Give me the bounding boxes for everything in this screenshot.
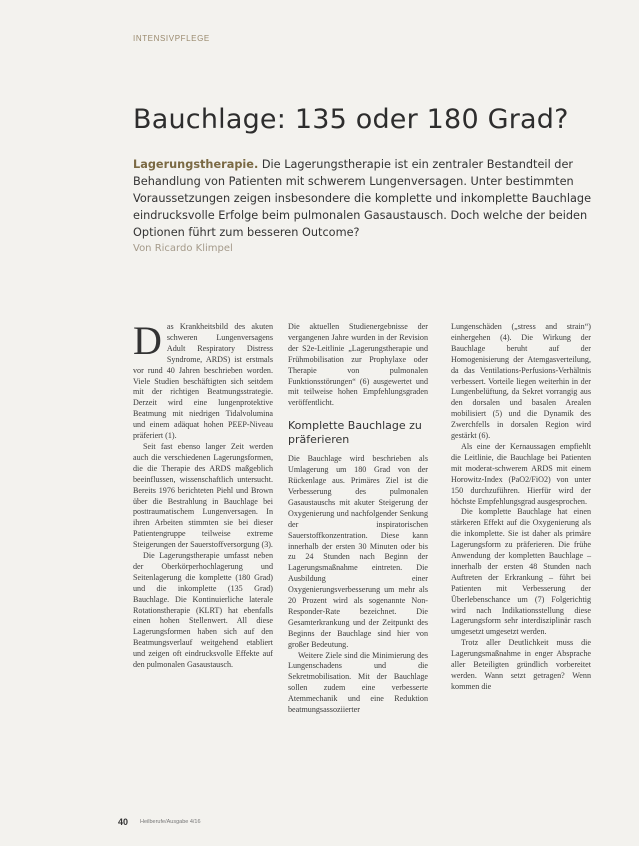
page-number: 40	[118, 817, 129, 827]
drop-cap: D	[133, 318, 162, 363]
column-1	[133, 318, 273, 671]
article-title: Bauchlage: 135 oder 180 Grad?	[133, 104, 569, 135]
subheading: Komplette Bauchlage zu präferieren	[288, 419, 422, 447]
col3-paragraph-1: Lungenschäden („stress and strain“) einhergehen (4). Die Wirkung der Bauchlage beruht auf der Homogenisierung der Atemgasverteilung, da das Ventilations-Perfusions-Verhältnis verbessert. Vorteile liegen weiterhin in der Lungenbelüftung, da Sekret vorrangig aus den dorsalen und basalen Arealen mobilisiert (5) und die Dynamik des Zwerchfells in dorsalen Region wird gestärkt (6).	[451, 322, 591, 441]
article-lead	[133, 156, 603, 241]
byline: Von Ricardo Klimpel	[133, 243, 233, 254]
col1-paragraph-3: Die Lagerungstherapie umfasst neben der Oberkörperhochlagerung und Seitenlagerung die komplette (180 Grad) und die inkomplette (135 Grad) Bauchlage. Die Kontinuierliche laterale Rotationstherapie (KLRT) hat ebenfalls einen hohen Stellenwert. All diese Lagerungsformen haben sich auf den Beatmungsverlauf weitgehend etabliert und zeigen oft eindrucksvolle Effekte auf den pulmonalen Gasaustausch.	[133, 551, 273, 670]
lead-text: Die Lagerungstherapie ist ein zentraler Bestandteil der Behandlung von Patienten mit schwerem Lungenversagen. Unter bestimmten Voraussetzungen zeigen insbesondere die komplette und inkomplette Bauchlage eindrucksvolle Erfolge beim pulmonalen Gasaustausch. Doch welche der beiden Optionen führt zum besseren Outcome?	[133, 158, 592, 239]
col2-paragraph-2: Die Bauchlage wird beschrieben als Umlagerung um 180 Grad von der Rückenlage aus. Primäres Ziel ist die Verbesserung des pulmonalen Gasaustauschs mit akuter Steigerung der Oxygenierung und nachfolgender Senkung der inspiratorischen Sauerstoffkonzentration. Diese kann innerhalb der ersten 30 Minuten oder bis zu 24 Stunden nach Beginn der Lagerungsmaßnahme eintreten. Die Ausbildung einer Oxygenierungsverbesserung um mehr als 20 Prozent wird als sogenannte Non-Responder-Rate bezeichnet. Die Gesamterkrankung und der Zeitpunkt des Beginns der Bauchlage sind hier von großer Bedeutung.	[288, 454, 428, 649]
col1-p1-text: as Krankheitsbild des akuten schweren Lungenversagens Adult Respiratory Distress Syndrome, ARDS) ist erstmals vor rund 40 Jahren beschrieben worden. Viele Studien beschäftigten sich seitdem mit der richtigen Beatmungsstrategie. Derzeit wird eine lungenprotektive Beatmung mit niedrigen Tidalvolumina und einem adäquat hohen PEEP-Niveau präferiert (1).	[133, 322, 273, 441]
col2-paragraph-3: Weitere Ziele sind die Minimierung des Lungenschadens und die Sekretmobilisation. Mit der Bauchlage sollen zudem eine verbesserte Atemmechanik und eine Reduktion beatmungsassoziierter	[288, 650, 428, 715]
column-2	[288, 322, 428, 716]
col1-paragraph-2: Seit fast ebenso langer Zeit werden auch die verschiedenen Lagerungsformen, die die Therapie des ARDS maßgeblich beeinflussen, wissenschaftlich untersucht. Bereits 1976 berichteten Piehl und Brown über die Bestrahlung in Bauchlage bei posttraumatischem Lungenversagen. In ihren Arbeiten stimmten sie bei dieser Patientengruppe teilweise extreme Steigerungen der Sauerstoffversorgung (3).	[133, 441, 273, 550]
col3-paragraph-3: Die komplette Bauchlage hat einen stärkeren Effekt auf die Oxygenierung als die inkomplette. Sie ist daher als primäre Lagerungsform zu präferieren. Die frühe Anwendung der kompletten Bauchlage – innerhalb der ersten 48 Stunden nach Auftreten der Erkrankung – führt bei Patienten mit Verbesserung der Überlebenschance um (7) Folgerichtig wird nach Indikationsstellung diese Lagerungsform sehr interdisziplinär rasch umgesetzt umgesetzt werden.	[451, 507, 591, 637]
section-label: INTENSIVPFLEGE	[133, 34, 210, 43]
lead-kicker: Lagerungstherapie.	[133, 158, 259, 171]
footer-source: Heilberufe/Ausgabe 4/16	[140, 819, 201, 825]
col3-paragraph-2: Als eine der Kernaussagen empfiehlt die Leitlinie, die Bauchlage bei Patienten mit moderat-schwerem ARDS mit einem Horowitz-Index (PaO2/FiO2) von unter 150 durchzuführen. Hierfür wird der höchste Empfehlungsgrad ausgesprochen.	[451, 441, 591, 506]
col1-paragraph-1	[133, 318, 273, 442]
col2-paragraph-1: Die aktuellen Studienergebnisse der vergangenen Jahre wurden in der Revision der S2e-Leitlinie „Lagerungstherapie und Frühmobilisation zur Prophylaxe oder Therapie von pulmonalen Funktionsstörungen“ (6) ausgewertet und mit teilweise hohen Empfehlungsgraden veröffentlicht.	[288, 322, 428, 408]
column-3	[451, 322, 591, 693]
col3-paragraph-4: Trotz aller Deutlichkeit muss die Lagerungsmaßnahme in enger Absprache aller Beteiligten gründlich vorbereitet werden. Wann setzt getragen? Wenn kommen die	[451, 638, 591, 691]
